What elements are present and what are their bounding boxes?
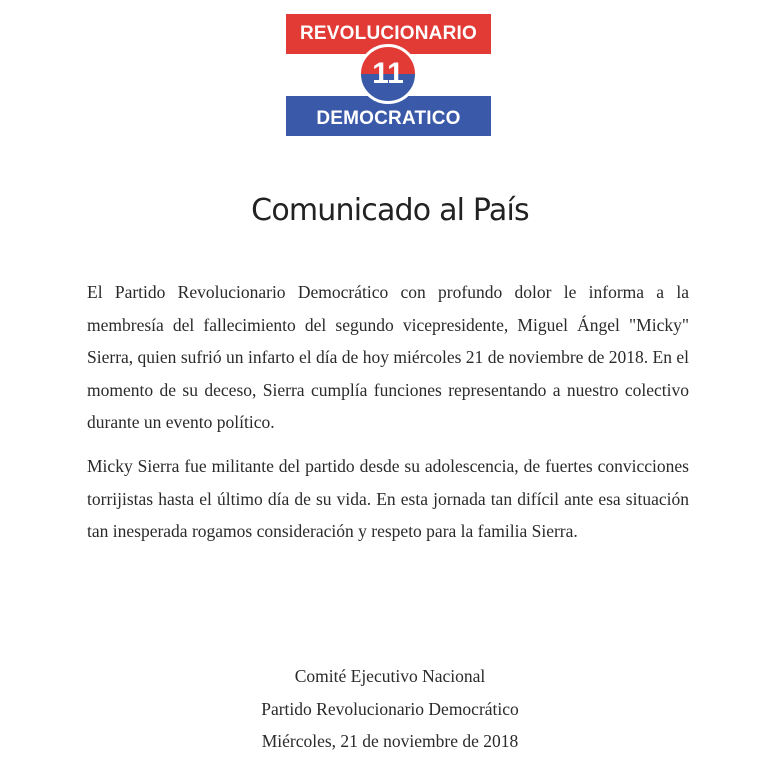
paragraph-2: Micky Sierra fue militante del partido desde su adolescencia, de fuertes convicciones torrijistas hasta el último día de su vida. En esta jornada tan difícil ante esa situación tan inesperada rogamos consideración y respeto para la familia Sierra. bbox=[87, 456, 689, 541]
signature-committee: Comité Ejecutivo Nacional bbox=[294, 666, 486, 686]
signature-party: Partido Revolucionario Democrático bbox=[261, 698, 519, 719]
signature-date: Miércoles, 21 de noviembre de 2018 bbox=[261, 731, 519, 751]
logo-top-text: REVOLUCIONARIO bbox=[300, 23, 477, 44]
logo-number: 11 bbox=[372, 57, 404, 90]
paragraph-1: El Partido Revolucionario Democrático con profundo dolor le informa a la membresía del fallecimiento del segundo vicepresidente, Miguel Ángel "Micky" Sierra, quien sufrió un infarto el día de hoy miércoles 21 de noviembre de 2018. En el momento de su deceso, Sierra cumplía funciones representando a nuestro colectivo durante un evento político. bbox=[87, 282, 689, 432]
document-title: Comunicado al País bbox=[251, 193, 529, 228]
party-logo bbox=[286, 14, 491, 136]
logo-number-circle bbox=[358, 44, 418, 104]
logo-bottom-text: DEMOCRATICO bbox=[316, 108, 461, 129]
signature-block bbox=[0, 660, 780, 758]
